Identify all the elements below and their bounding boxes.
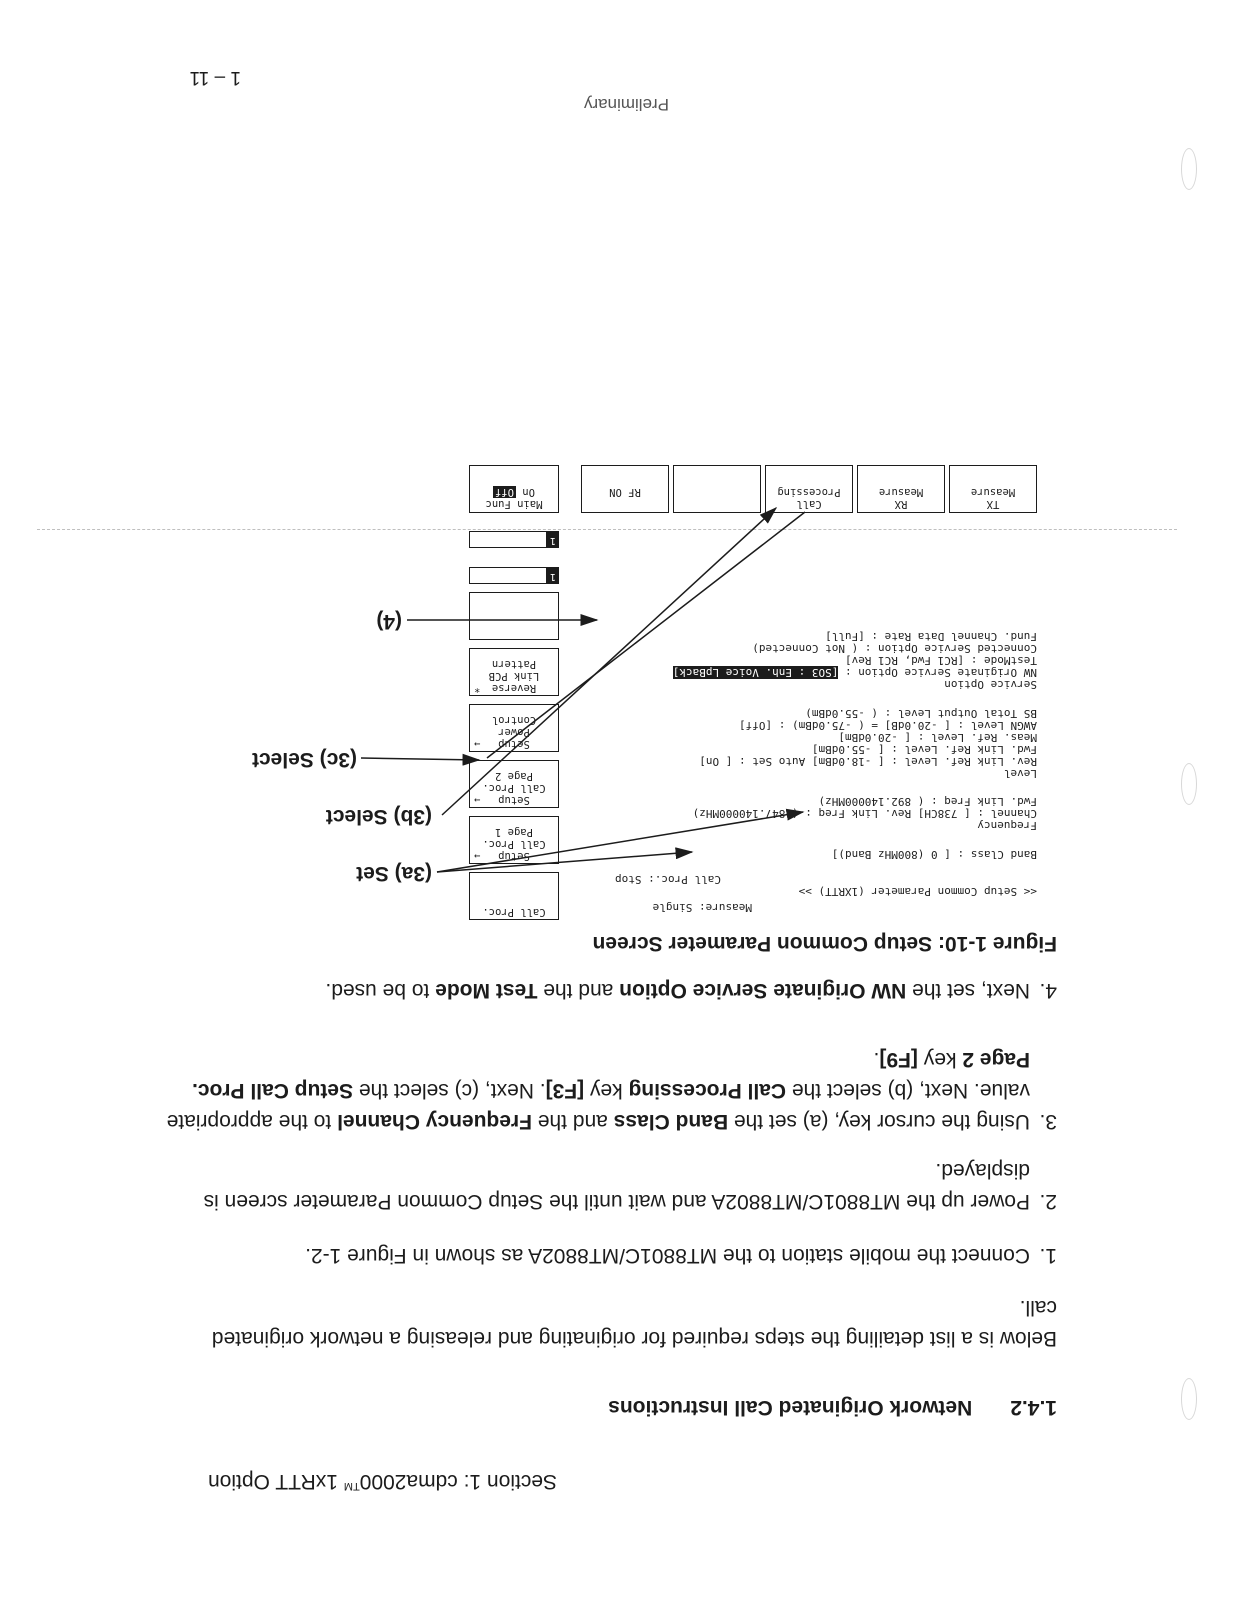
step-number: 2. bbox=[1039, 1190, 1057, 1213]
trademark: TM bbox=[343, 1480, 360, 1492]
testmode-line: TestMode : [RC1 Fwd, RC1 Rev] bbox=[844, 654, 1037, 667]
fund-data-rate-line: Fund. Channel Data Rate : [Full] bbox=[825, 630, 1037, 643]
punch-hole bbox=[1181, 1378, 1197, 1420]
annotation-3a: (3a) Set bbox=[356, 862, 432, 885]
softkey-setup-call-proc-page1[interactable]: Setup Call Proc. Page 1 → bbox=[469, 816, 559, 864]
nw-originate-line: NW Originate Service Option : [SO3 : Enh. Voice LpBack] bbox=[672, 666, 1037, 679]
star-icon: * bbox=[474, 682, 481, 694]
intro-paragraph: Below is a list detailing the steps required for originating and releasing a network originated call. bbox=[211, 1296, 1057, 1350]
arrow-icon: → bbox=[474, 850, 481, 862]
figure-caption: Figure 1-10: Setup Common Parameter Screen bbox=[592, 932, 1057, 955]
softkey-setup-power-control[interactable]: Setup Power Control → bbox=[469, 704, 559, 752]
section-title: Section 1: cdma2000 bbox=[359, 1470, 557, 1493]
section-option: 1xRTT Option bbox=[208, 1470, 344, 1493]
arrow-3a-channel bbox=[437, 812, 803, 872]
step-text: Next, set the NW Originate Service Option and the Test Mode to be used. bbox=[325, 979, 1030, 1002]
subsection-number: 1.4.2 bbox=[1010, 1396, 1057, 1419]
band-class-line: Band Class : [ 0 (800MHz Band)] bbox=[831, 848, 1037, 861]
arrow-icon: → bbox=[474, 738, 481, 750]
page-indicator-1: 1 bbox=[469, 567, 559, 584]
subsection-title: Network Originated Call Instructions bbox=[608, 1396, 973, 1419]
step-text: Connect the mobile station to the MT8801C/MT8802A as shown in Figure 1-2. bbox=[305, 1244, 1030, 1267]
arrow-3b bbox=[442, 508, 776, 815]
arrow-3c bbox=[361, 758, 479, 760]
main-func-off[interactable]: Off bbox=[495, 486, 514, 498]
annotation-3c: (3c) Select bbox=[251, 748, 357, 771]
fwd-link-freq-line: Fwd. Link Freq : ( 892.140000MHz) bbox=[818, 795, 1037, 808]
punch-hole bbox=[1181, 763, 1197, 805]
step-number: 3. bbox=[1039, 1110, 1057, 1133]
annotation-4: (4) bbox=[376, 610, 402, 633]
rev-link-level-line: Rev. Link Ref. Level : [ -18.0dBm] Auto Set : [ On] bbox=[699, 755, 1037, 768]
call-proc-status: Call Proc.: Stop bbox=[615, 873, 721, 886]
arrow-icon: → bbox=[474, 794, 481, 806]
step-number: 1. bbox=[1039, 1244, 1057, 1267]
awgn-level-line: AWGN Level : [ -20.0dB] = ( -75.0dBm) : [Off] bbox=[738, 719, 1037, 732]
arrow-3a-band bbox=[437, 852, 692, 872]
arrow-3c-diag bbox=[487, 512, 805, 758]
fwd-link-level-line: Fwd. Link Ref. Level : [ -55.0dBm] bbox=[811, 743, 1037, 756]
service-option-label: Service Option bbox=[944, 678, 1037, 691]
nw-originate-value[interactable]: [SO3 : Enh. Voice LpBack] bbox=[672, 666, 839, 679]
page-number: 1 – 11 bbox=[189, 67, 241, 88]
bs-total-output-line: BS Total Output Level : ( -55.0dBm) bbox=[805, 707, 1037, 720]
fkey-rx-measure[interactable]: RX Measure bbox=[857, 465, 945, 513]
step-number: 4. bbox=[1039, 979, 1057, 1002]
main-func-label: Main Func bbox=[485, 498, 543, 510]
footer-preliminary: Preliminary bbox=[583, 95, 669, 114]
softkey-reverse-link-pcb-pattern[interactable]: Reverse Link PCB Pattern * bbox=[469, 648, 559, 696]
punch-hole bbox=[1181, 148, 1197, 190]
channel-line: Channel : [ 738CH] Rev. Link Freq : ( 847.140000MHz) bbox=[692, 807, 1037, 820]
main-func-on[interactable]: On bbox=[522, 486, 535, 498]
connected-so-line: Connected Service Option : ( Not Connected) bbox=[752, 642, 1037, 655]
softkey-setup-call-proc-page2[interactable]: Setup Call Proc. Page 2 → bbox=[469, 760, 559, 808]
page-indicator-2: 1 2 3 bbox=[469, 531, 559, 548]
level-label: Level bbox=[1003, 767, 1037, 780]
step-text: Power up the MT8801C/MT8802A and wait until the Setup Common Parameter screen is displayed. bbox=[203, 1159, 1030, 1213]
softkey-call-proc[interactable]: Call Proc. bbox=[469, 872, 559, 920]
fkey-tx-measure[interactable]: TX Measure bbox=[949, 465, 1037, 513]
measure-status: Measure: Single bbox=[652, 901, 752, 914]
fkey-rf-on[interactable]: RF ON bbox=[581, 465, 669, 513]
meas-ref-level-line: Meas. Ref. Level : [ -20.0dBm] bbox=[838, 731, 1037, 744]
annotation-3b: (3b) Select bbox=[325, 805, 432, 828]
step-text: Using the cursor key, (a) set the Band Class and the Frequency Channel to the appropriate value. Next, (b) select the Call Processing key [F3]. Next, (c) select the Setup Call Proc. Page 2 key [F9]. bbox=[166, 1048, 1030, 1133]
screen-title: << Setup Common Parameter (1XRTT) >> bbox=[798, 885, 1037, 898]
fkey-call-processing[interactable]: Call Processing bbox=[765, 465, 853, 513]
frequency-label: Frequency bbox=[977, 819, 1037, 832]
